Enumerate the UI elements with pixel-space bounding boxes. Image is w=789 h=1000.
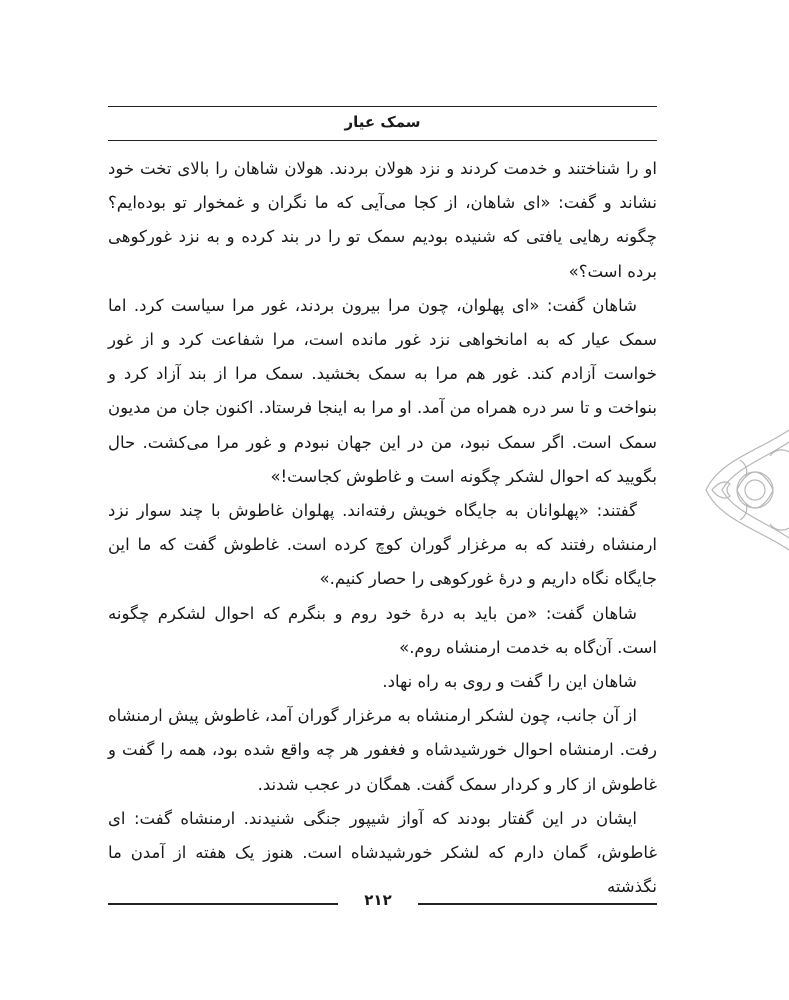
paragraph: گفتند: «پهلوانان به جایگاه خویش رفته‌اند. پهلوان غاطوش با چند سوار نزد ارمنشاه رفتند که به مرغزار گوران کوچ کرده است. غاطوش گفت که ما این جایگاه نگاه داریم و درهٔ غورکوهی را حصار کنیم.» (108, 501, 657, 589)
paragraph: شاهان این را گفت و روی به راه نهاد. (382, 672, 637, 692)
footer-rule-right (418, 903, 657, 905)
floral-arabesque-ornament-icon (700, 420, 789, 560)
running-title: سمک عیار (344, 113, 421, 131)
header-rule-bottom (108, 140, 657, 141)
footer-rule-left (108, 903, 338, 905)
page-number: ۲۱۲ (364, 891, 392, 909)
paragraph: شاهان گفت: «من باید به درهٔ خود روم و بنگرم که احوال لشکرم چگونه است. آن‌گاه به خدمت ارمنشاه روم.» (108, 603, 657, 657)
paragraph: شاهان گفت: «ای پهلوان، چون مرا بیرون بردند، غور مرا سیاست کرد. اما سمک عیار که به امانخواهی نزد غور مانده است، مرا شفاعت کرد و از غور خواست آزادم کند. غور هم مرا به سمک بخشید. سمک مرا از بند آزاد کرد و بنواخت و تا سر دره همراه من آمد. او مرا به اینجا فرستاد. اکنون جان من مدیون سمک است. اگر سمک نبود، من در این جهان نبودم و غور مرا می‌کشت. حال بگویید که احوال لشکر چگونه است و غاطوش کجاست!» (108, 295, 657, 486)
paragraph: او را شناختند و خدمت کردند و نزد هولان بردند. هولان شاهان را بالای تخت خود نشاند و گفت: «ای شاهان، از کجا می‌آیی که ما نگران و غمخوار تو بوده‌ایم؟ چگونه رهایی یافتی که شنیده بودیم سمک تو را در بند کرده و به نزد غورکوهی برده است؟» (108, 159, 657, 281)
paragraph: از آن جانب، چون لشکر ارمنشاه به مرغزار گوران آمد، غاطوش پیش ارمنشاه رفت. ارمنشاه احوال خورشیدشاه و فغفور هر چه واقع شده بود، همه را گفت و غاطوش از کار و کردار سمک گفت. همگان در عجب شدند. (108, 706, 657, 794)
body-text (108, 152, 657, 904)
header-rule-top (108, 106, 657, 107)
paragraph: ایشان در این گفتار بودند که آواز شیپور جنگی شنیدند. ارمنشاه گفت: ای غاطوش، گمان دارم که لشکر خورشیدشاه است. هنوز یک هفته از آمدن ما نگذشته (108, 808, 657, 897)
